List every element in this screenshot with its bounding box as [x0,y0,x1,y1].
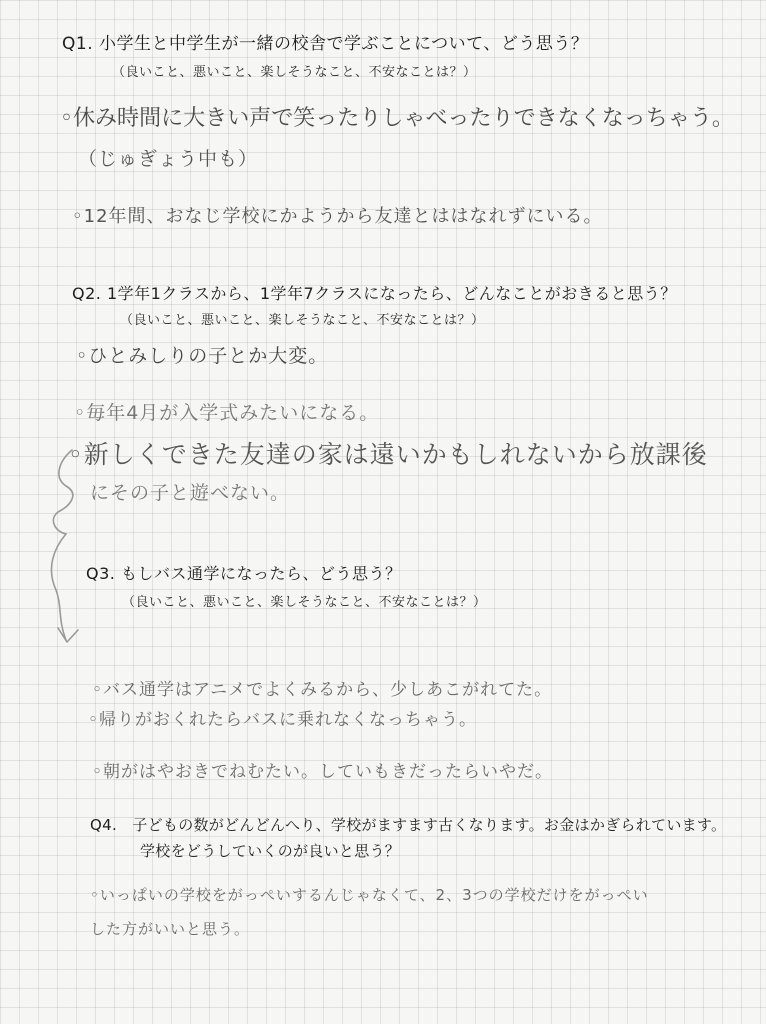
q1-subquestion: （良いこと、悪いこと、楽しそうなこと、不安なことは？） [112,65,477,80]
q3-question: Q3. もしバス通学になったら、どう思う？ [86,564,402,583]
q2-question: Q2. 1学年1クラスから、1学年7クラスになったら、どんなことがおきると思う？ [72,284,677,303]
q1-question: Q1. 小学生と中学生が一緒の校舎で学ぶことについて、どう思う？ [62,34,589,54]
q3-answer-2: ◦帰りがおくれたらバスに乗れなくなっちゃう。 [88,710,478,730]
q4-answer-1: ◦いっぱいの学校をがっぺいするんじゃなくて、2、3つの学校だけをがっぺい [90,886,649,904]
q3-answer-1: ◦バス通学はアニメでよくみるから、少しあこがれてた。 [92,680,553,700]
q4-answer-1-cont: した方がいいと思う。 [90,920,251,938]
q2-subquestion: （良いこと、悪いこと、楽しそうなこと、不安なことは？） [120,313,485,328]
q1-answer-2: ◦12年間、おなじ学校にかようから友達とははなれずにいる。 [72,206,603,227]
q2-answer-2: ◦毎年4月が入学式みたいになる。 [74,402,380,424]
q2-answer-3: ◦新しくできた友達の家は遠いかもしれないから放課後 [68,440,708,469]
q2-answer-1: ◦ひとみしりの子とか大変。 [76,345,329,367]
q4-question-line-1: Q4. 子どもの数がどんどんへり、学校がますます古くなります。お金はかぎられています。 [90,816,727,834]
q1-answer-1-note: （じゅぎょう中も） [78,148,259,170]
q4-question-line-2: 学校をどうしていくのが良いと思う？ [140,842,401,860]
q1-answer-1: ◦休み時間に大きい声で笑ったりしゃべったりできなくなっちゃう。 [60,106,734,131]
q2-answer-3-cont: にその子と遊べない。 [90,482,291,504]
q3-subquestion: （良いこと、悪いこと、楽しそうなこと、不安なことは？） [122,595,487,610]
q3-answer-3: ◦朝がはやおきでねむたい。していもきだったらいやだ。 [92,762,554,782]
